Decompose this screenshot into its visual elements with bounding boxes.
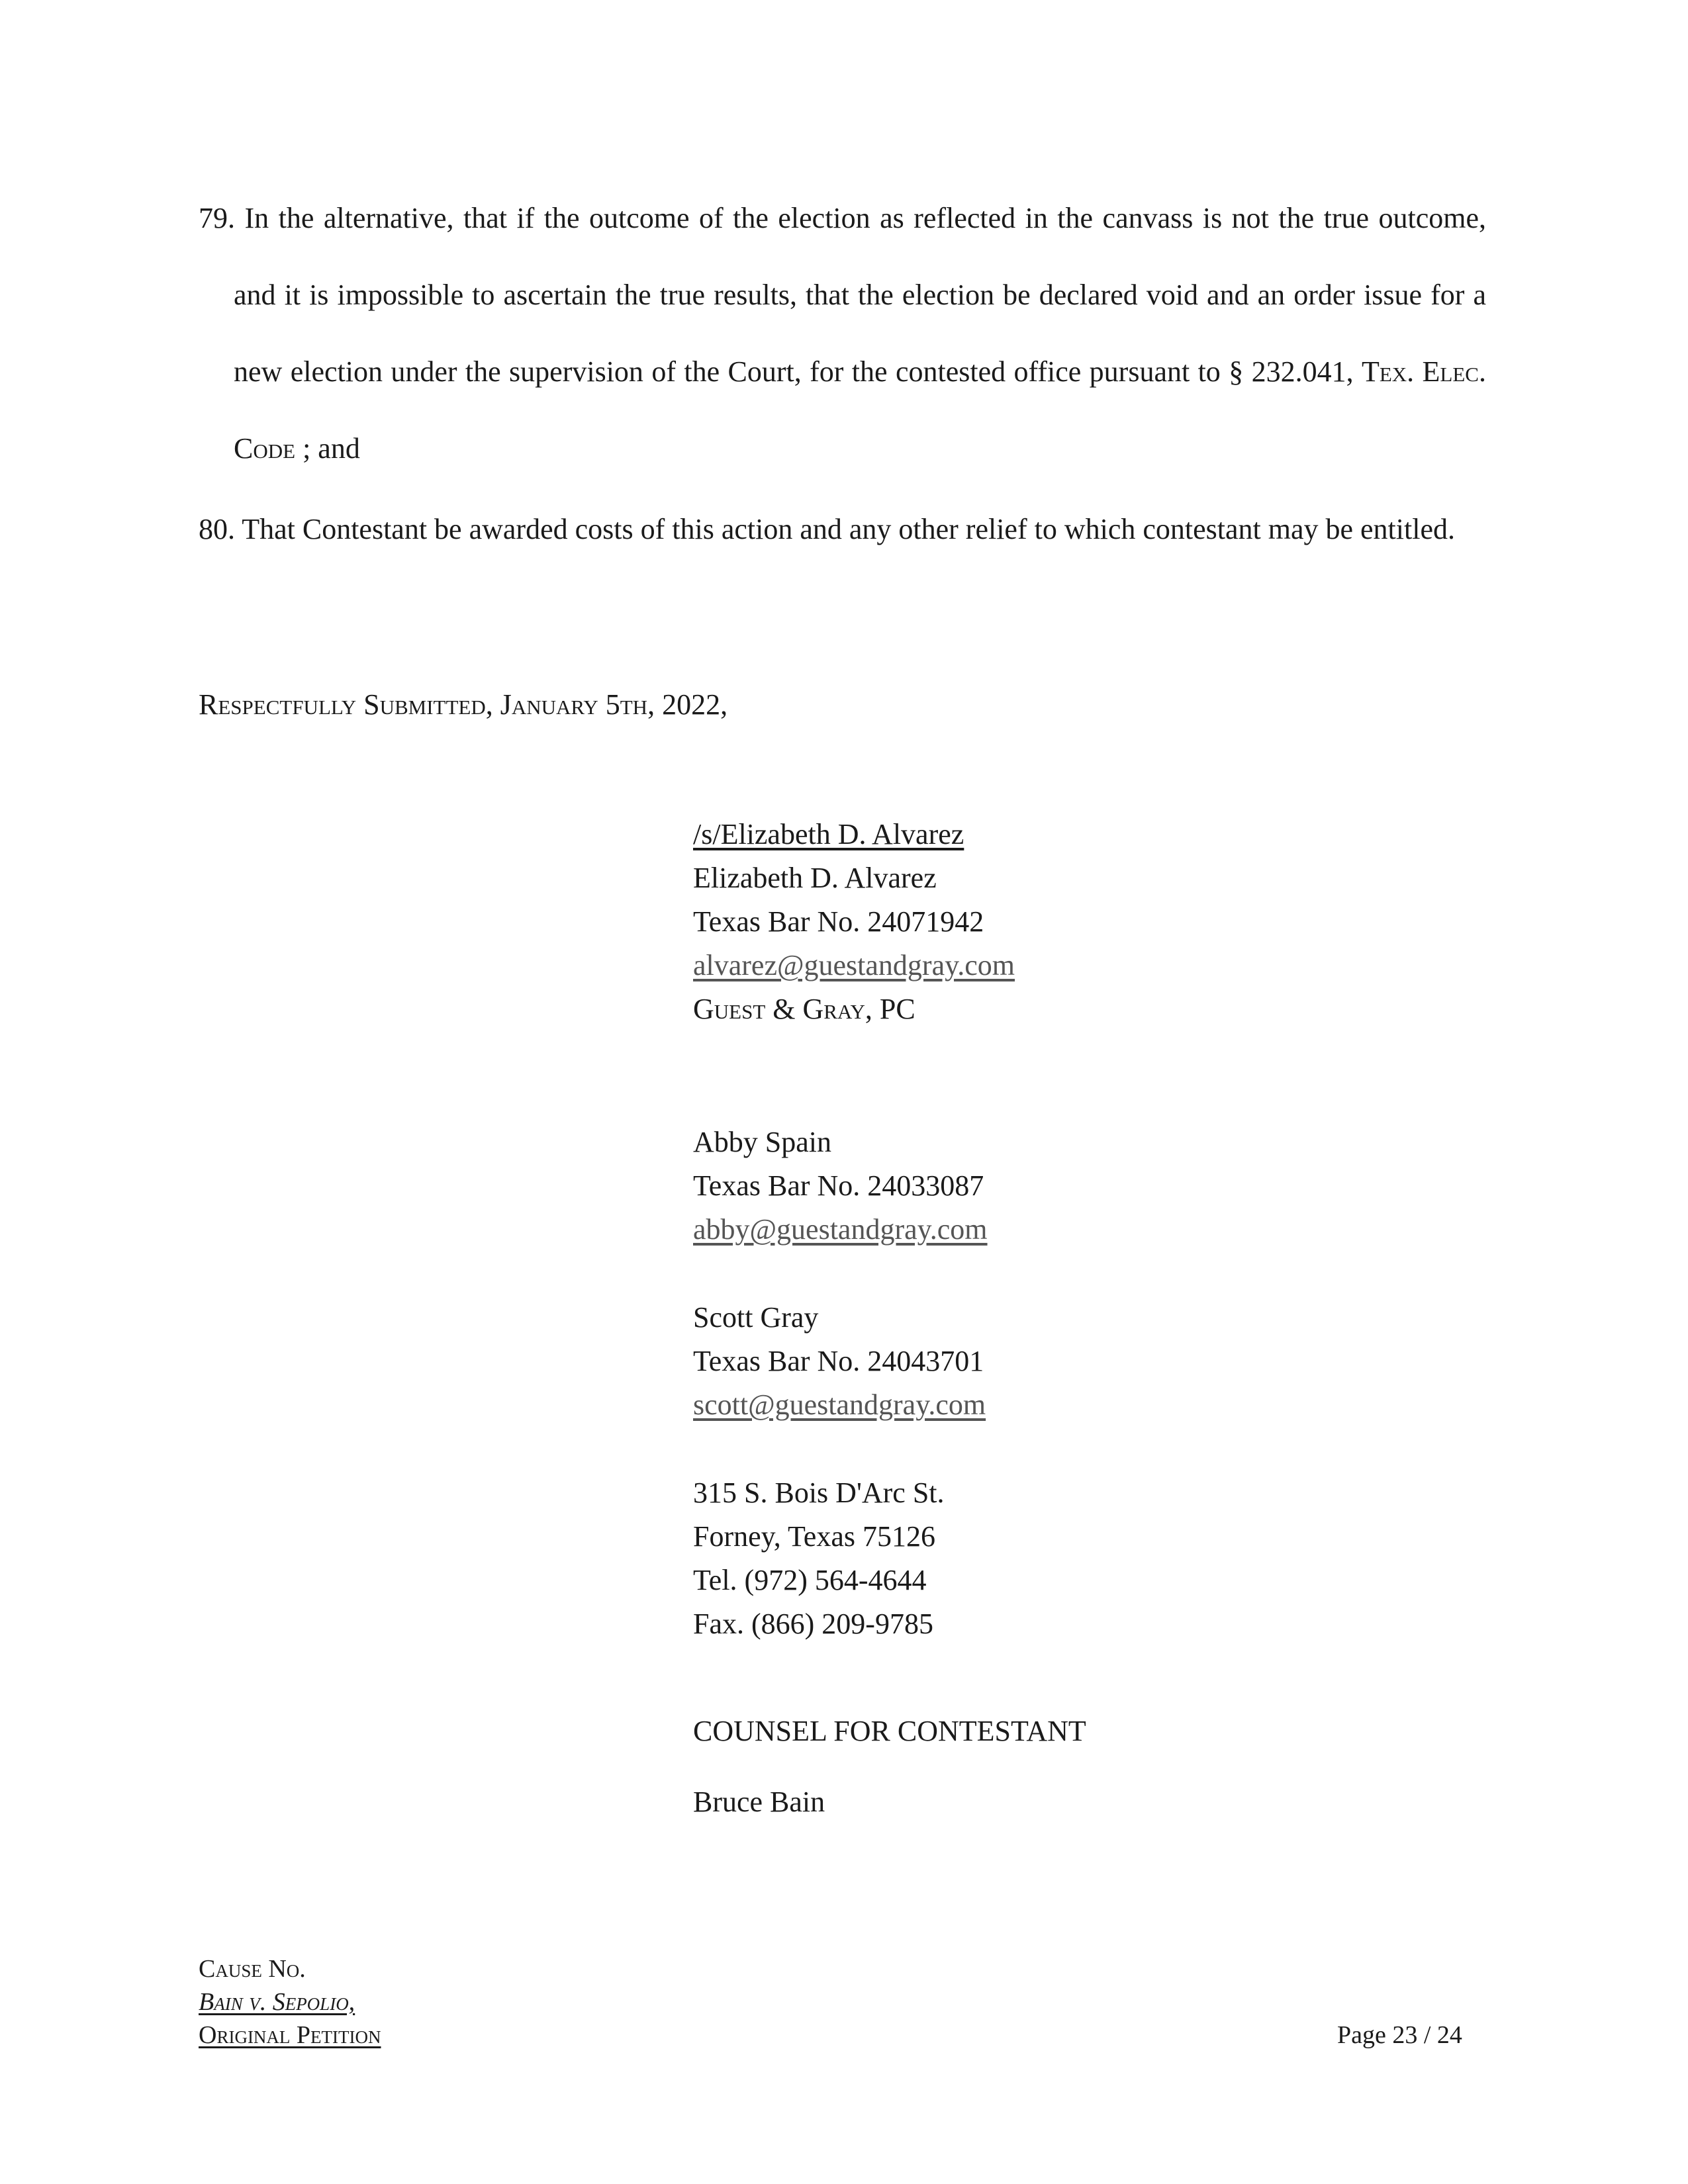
paragraph-text-end: ; and (295, 432, 360, 465)
code-reference: Tex. Elec. Code (234, 355, 1486, 465)
counsel-role (693, 1709, 1086, 1753)
street-address: 315 S. Bois D'Arc St. (693, 1477, 945, 1509)
submission-date-line: Respectfully Submitted, January 5th, 2022, (199, 688, 728, 721)
attorney-block-spain (693, 1120, 988, 1251)
telephone: Tel. (972) 564-4644 (693, 1564, 927, 1596)
footer-caption (199, 1952, 381, 2052)
cause-number: Cause No. (199, 1955, 306, 1983)
page-number: Page 23 / 24 (1337, 2021, 1462, 2049)
signature-block (693, 813, 1015, 1031)
attorney-email-link[interactable]: scott@guestandgray.com (693, 1388, 986, 1421)
paragraph-80 (199, 491, 1486, 568)
attorney-email-link[interactable]: abby@guestandgray.com (693, 1213, 988, 1246)
client-name: Bruce Bain (693, 1786, 825, 1818)
attorney-name: Abby Spain (693, 1126, 831, 1158)
attorney-bar-number: Texas Bar No. 24043701 (693, 1345, 984, 1377)
attorney-email-link[interactable]: alvarez@guestandgray.com (693, 949, 1015, 981)
fax: Fax. (866) 209-9785 (693, 1608, 933, 1640)
document-title: Original Petition (199, 2021, 381, 2049)
paragraph-number: 79. (199, 202, 235, 234)
case-name: Bain v. Sepolio, (199, 1988, 355, 2016)
paragraph-number: 80. (199, 513, 235, 545)
client-block (693, 1780, 825, 1824)
electronic-signature: /s/Elizabeth D. Alvarez (693, 818, 964, 850)
attorney-bar-number: Texas Bar No. 24071942 (693, 905, 984, 938)
city-state-zip: Forney, Texas 75126 (693, 1520, 935, 1553)
counsel-for-label: COUNSEL FOR CONTESTANT (693, 1715, 1086, 1747)
attorney-name: Elizabeth D. Alvarez (693, 862, 937, 894)
firm-name: Guest & Gray, PC (693, 993, 915, 1025)
paragraph-79 (199, 180, 1486, 487)
attorney-bar-number: Texas Bar No. 24033087 (693, 1169, 984, 1202)
attorney-block-gray (693, 1296, 986, 1427)
attorney-name: Scott Gray (693, 1301, 819, 1334)
paragraph-text: In the alternative, that if the outcome of the election as reflected in the canvass is not the true outcome, and it is impossible to ascertain the true results, that the election be declared void and an order issue for a new election under the supervision of the Court, for the contested office pursuant to § 232.041, (234, 202, 1487, 388)
firm-address-block (693, 1471, 945, 1646)
paragraph-text: That Contestant be awarded costs of this action and any other relief to which contestant may be entitled. (242, 513, 1455, 545)
